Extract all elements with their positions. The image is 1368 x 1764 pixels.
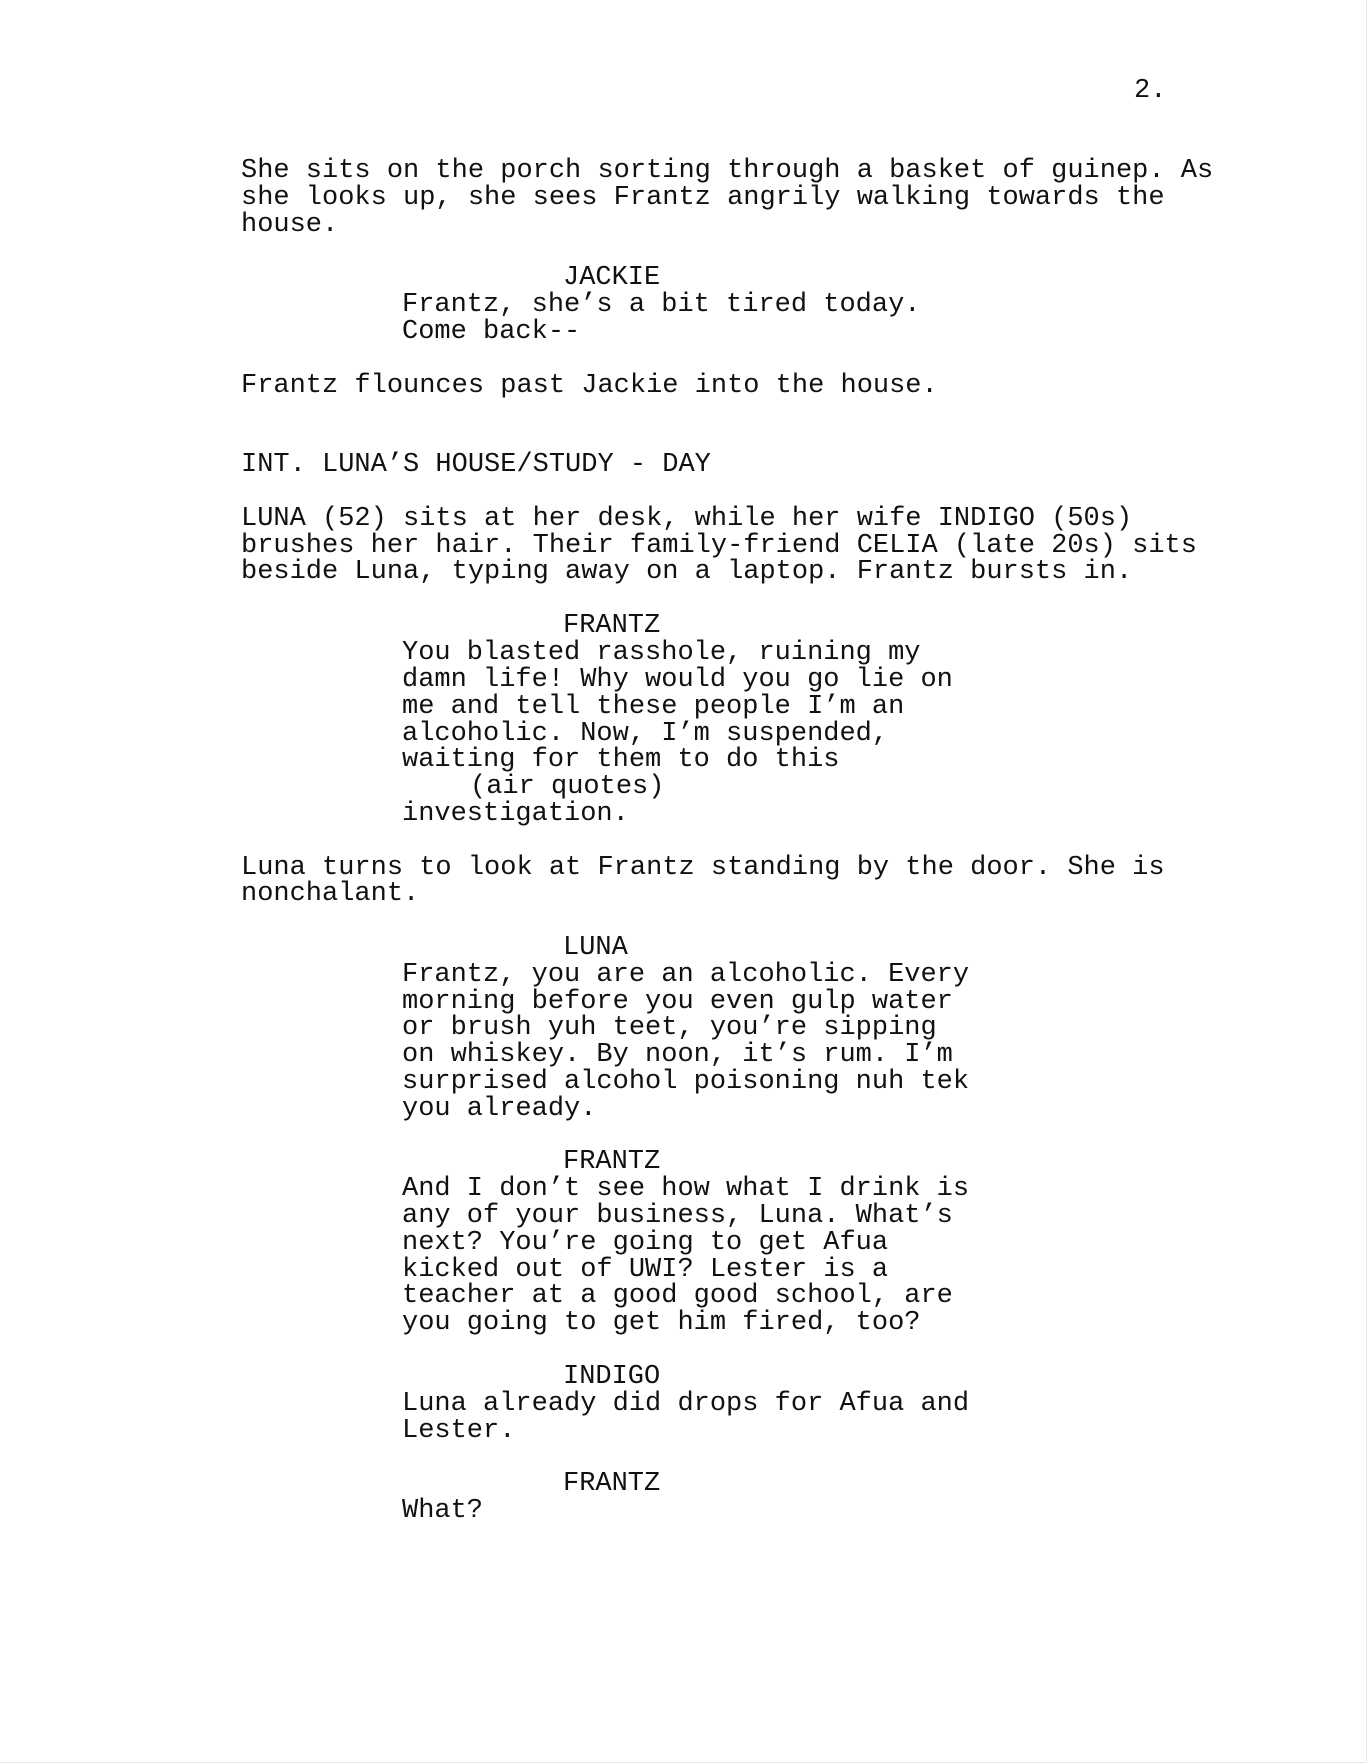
dialogue-line: me and tell these people I’m an [402,692,905,722]
dialogue-line: morning before you even gulp water [402,987,953,1017]
action-line: LUNA (52) sits at her desk, while her wife INDIGO (50s) [241,504,1133,534]
character-name: FRANTZ [563,1469,661,1499]
dialogue-line: And I don’t see how what I drink is [402,1174,970,1204]
action-line: She sits on the porch sorting through a basket of guinep. As [241,156,1214,186]
dialogue-line: Frantz, you are an alcoholic. Every [402,960,970,990]
dialogue-line: alcoholic. Now, I’m suspended, [402,719,889,749]
action-line: Frantz flounces past Jackie into the house. [241,371,938,401]
character-name: JACKIE [563,263,661,293]
dialogue-line: damn life! Why would you go lie on [402,665,953,695]
dialogue-line: or brush yuh teet, you’re sipping [402,1013,937,1043]
dialogue-line: you already. [402,1094,597,1124]
page-number: 2. [1134,76,1167,106]
dialogue-line: Frantz, she’s a bit tired today. [402,290,921,320]
dialogue-line: teacher at a good good school, are [402,1281,953,1311]
character-name: FRANTZ [563,1147,661,1177]
dialogue-line: Lester. [402,1416,516,1446]
parenthetical: (air quotes) [470,772,665,802]
dialogue-line: kicked out of UWI? Lester is a [402,1255,889,1285]
dialogue-line: next? You’re going to get Afua [402,1228,889,1258]
character-name: INDIGO [563,1362,661,1392]
dialogue-line: Luna already did drops for Afua and [402,1389,970,1419]
dialogue-line: What? [402,1496,484,1526]
action-line: house. [241,210,339,240]
scene-heading: INT. LUNA’S HOUSE/STUDY - DAY [241,450,711,480]
dialogue-line: Come back-- [402,317,581,347]
dialogue-line: on whiskey. By noon, it’s rum. I’m [402,1040,953,1070]
dialogue-line: investigation. [402,799,629,829]
action-line: Luna turns to look at Frantz standing by the door. She is [241,853,1165,883]
action-line: she looks up, she sees Frantz angrily walking towards the [241,183,1165,213]
action-line: brushes her hair. Their family-friend CELIA (late 20s) sits [241,531,1197,561]
character-name: LUNA [563,933,628,963]
dialogue-line: waiting for them to do this [402,745,840,775]
character-name: FRANTZ [563,611,661,641]
dialogue-line: you going to get him fired, too? [402,1308,921,1338]
action-line: beside Luna, typing away on a laptop. Frantz bursts in. [241,557,1133,587]
dialogue-line: any of your business, Luna. What’s [402,1201,953,1231]
action-line: nonchalant. [241,879,420,909]
dialogue-line: surprised alcohol poisoning nuh tek [402,1067,970,1097]
dialogue-line: You blasted rasshole, ruining my [402,638,921,668]
